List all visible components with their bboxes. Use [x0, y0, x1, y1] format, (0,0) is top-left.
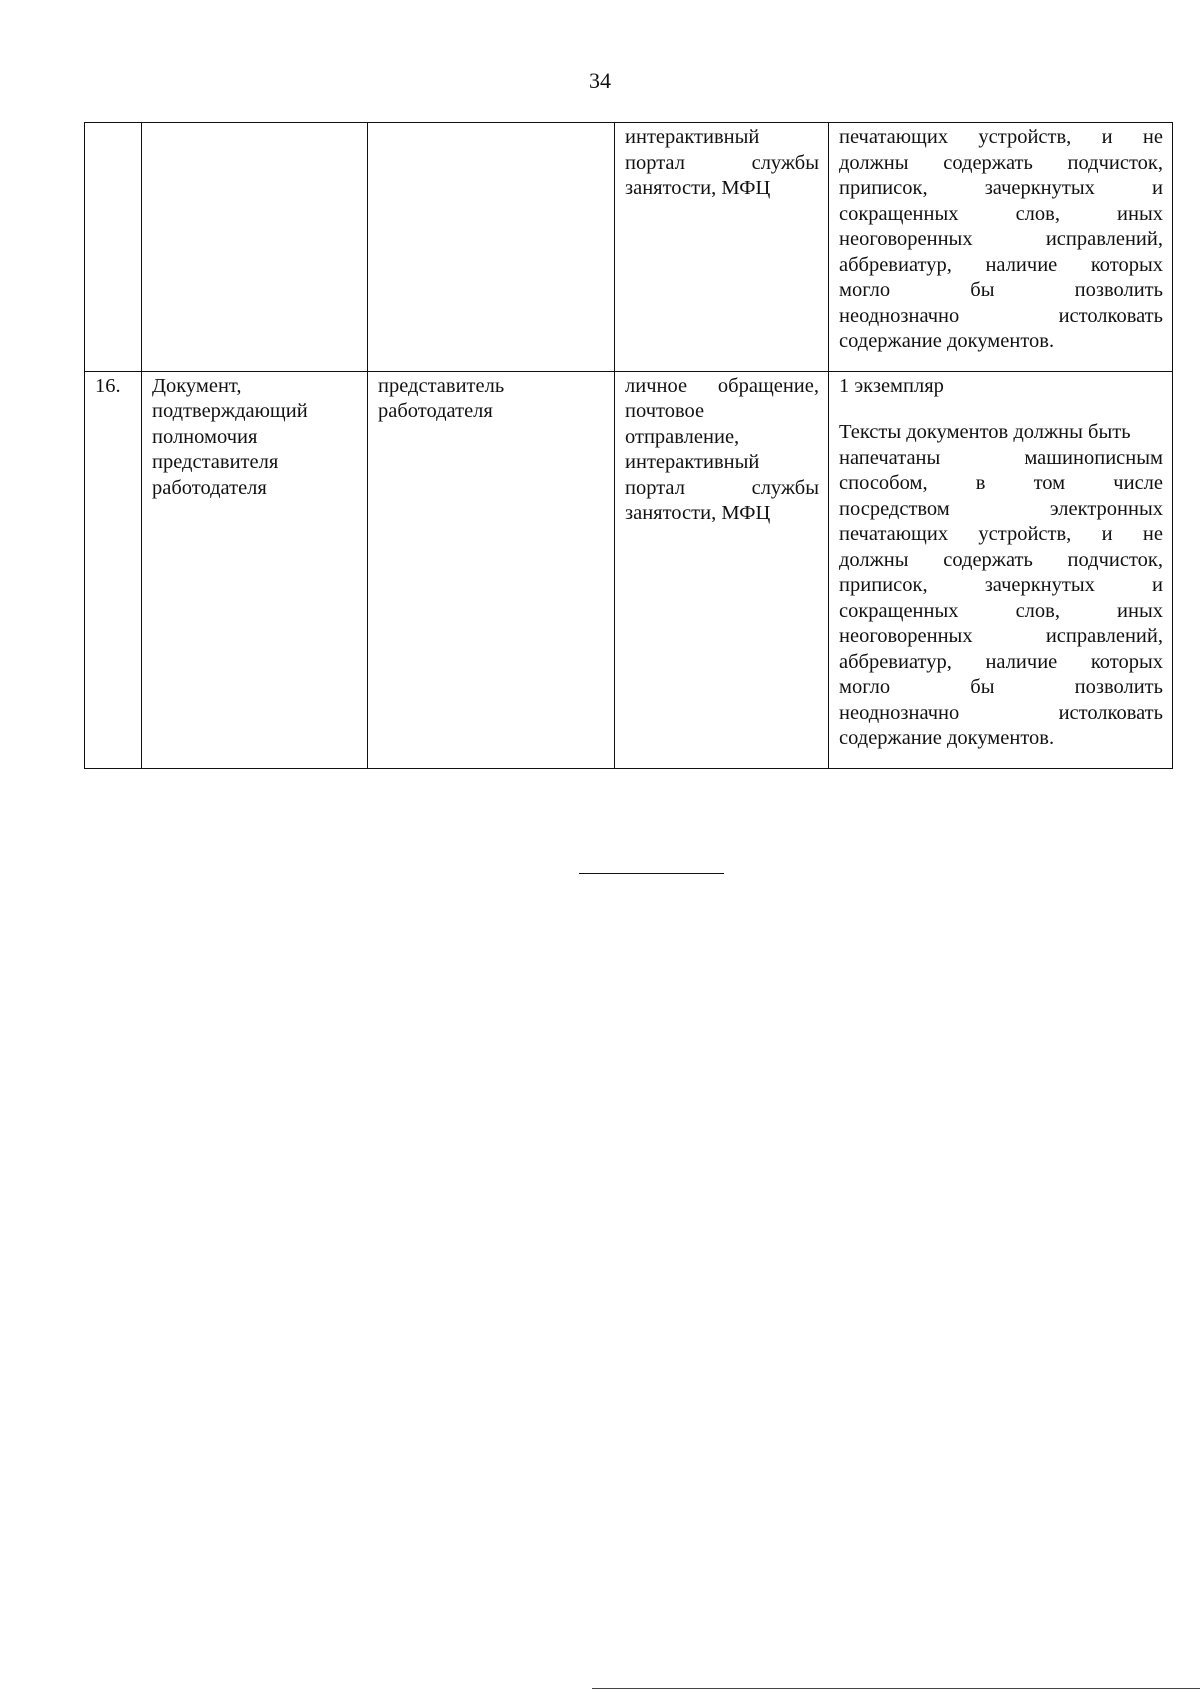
- text-line: печатающих устройств, и не: [839, 126, 1163, 148]
- cell-document: [142, 123, 368, 372]
- cell-number: [85, 371, 142, 768]
- text-line: содержание документов.: [839, 727, 1055, 749]
- text-line: неоднозначно истолковать: [839, 304, 1163, 327]
- text-line: интерактивный: [625, 451, 760, 473]
- text-line: сокращенных слов, иных: [839, 202, 1163, 225]
- text-line: портал службы: [625, 476, 819, 499]
- text-line: полномочия: [152, 425, 258, 448]
- text-line: портал службы: [625, 151, 819, 174]
- text-line: аббревиатур, наличие которых: [839, 253, 1163, 276]
- text-line: занятости, МФЦ: [625, 502, 771, 524]
- row-number: 16.: [95, 374, 121, 397]
- text-line: аббревиатур, наличие которых: [839, 650, 1163, 673]
- paragraph-gap: [839, 399, 1163, 420]
- text-line: содержание документов.: [839, 330, 1055, 352]
- cell-document: [142, 371, 368, 768]
- text-line: Тексты документов должны быть: [839, 421, 1131, 443]
- text-line: приписок, зачеркнутых и: [839, 177, 1163, 199]
- requirements-text: [839, 125, 1163, 355]
- text-line: должны содержать подчисток,: [839, 548, 1163, 571]
- text-line: посредством электронных: [839, 497, 1163, 520]
- text-line: способом, в том числе: [839, 472, 1163, 494]
- text-line: подтверждающий: [152, 400, 308, 422]
- cell-number: [85, 123, 142, 372]
- channels-text: [625, 125, 819, 202]
- text-line: почтовое: [625, 400, 705, 422]
- text-line: занятости, МФЦ: [625, 177, 771, 199]
- text-line: неоговоренных исправлений,: [839, 625, 1163, 647]
- cell-channels: [615, 371, 829, 768]
- cell-submitter: [368, 371, 615, 768]
- page-number: 34: [589, 68, 611, 93]
- end-divider-line: [579, 873, 724, 874]
- table-row-16: [85, 371, 1173, 768]
- text-line: Документ,: [152, 374, 242, 397]
- text-line: работодателя: [152, 476, 267, 499]
- text-line: представитель: [378, 374, 505, 397]
- text-line: печатающих устройств, и не: [839, 523, 1163, 545]
- cell-channels: [615, 123, 829, 372]
- bottom-edge-rule: [592, 1688, 1200, 1689]
- document-table: [84, 122, 1173, 769]
- table-row-continued: [85, 123, 1173, 372]
- requirements-text: [839, 420, 1163, 752]
- channels-text: [625, 374, 819, 527]
- text-line: могло бы позволить: [839, 279, 1163, 301]
- copies-count: 1 экземпляр: [839, 374, 944, 397]
- cell-requirements: [829, 371, 1173, 768]
- text-line: отправление,: [625, 425, 740, 448]
- cell-requirements: [829, 123, 1173, 372]
- text-line: представителя: [152, 451, 279, 473]
- text-line: должны содержать подчисток,: [839, 151, 1163, 174]
- text-line: работодателя: [378, 400, 493, 422]
- text-line: интерактивный: [625, 126, 760, 148]
- text-line: личное обращение,: [625, 374, 819, 397]
- text-line: напечатаны машинописным: [839, 446, 1163, 469]
- text-line: неоднозначно истолковать: [839, 701, 1163, 724]
- text-line: сокращенных слов, иных: [839, 599, 1163, 622]
- cell-submitter: [368, 123, 615, 372]
- text-line: неоговоренных исправлений,: [839, 228, 1163, 250]
- text-line: приписок, зачеркнутых и: [839, 574, 1163, 596]
- text-line: могло бы позволить: [839, 676, 1163, 698]
